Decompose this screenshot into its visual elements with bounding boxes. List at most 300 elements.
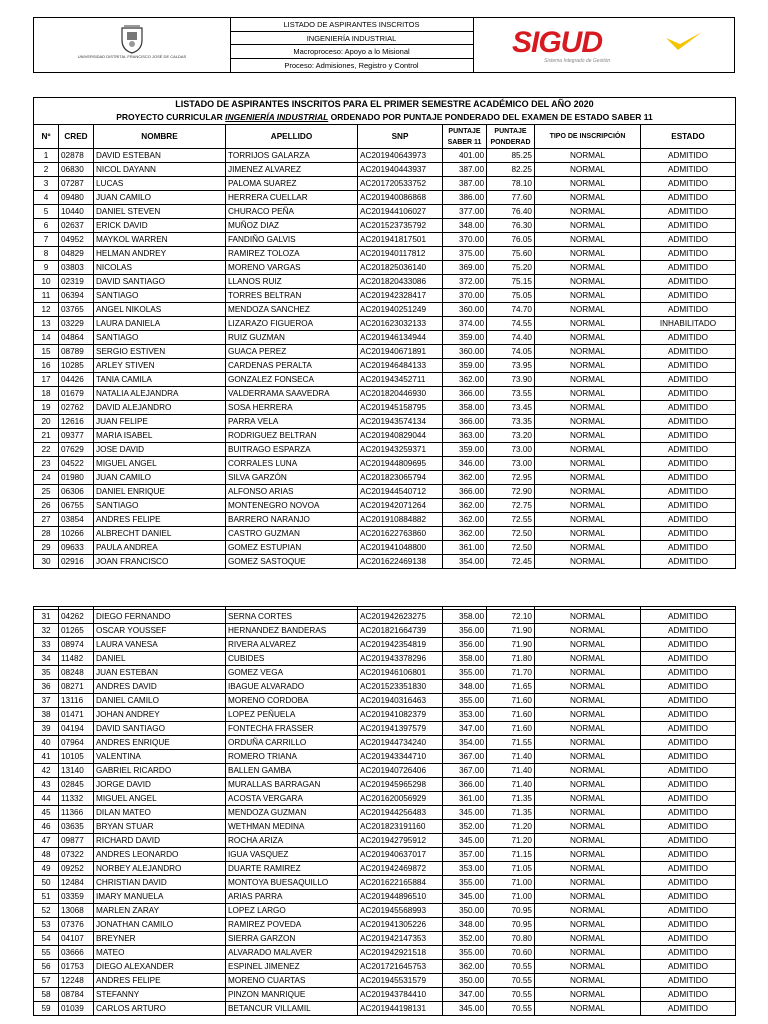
table-cell: 359.00 (443, 359, 487, 373)
table-cell: 18 (34, 387, 59, 401)
table-cell: CUBIDES (226, 652, 358, 666)
table-cell: 355.00 (443, 694, 487, 708)
table-cell: AC201942795912 (358, 834, 443, 848)
col-header: CRED (59, 125, 94, 149)
table-cell: 352.00 (443, 820, 487, 834)
table-cell: ADMITIDO (641, 666, 736, 680)
table-cell: 11482 (59, 652, 94, 666)
table-cell: MUÑOZ DIAZ (226, 219, 358, 233)
table-cell: 74.55 (487, 317, 535, 331)
table-row (34, 820, 736, 834)
table-cell: 367.00 (443, 750, 487, 764)
table-cell: 71.90 (487, 624, 535, 638)
table-cell: TORRIJOS GALARZA (226, 149, 358, 163)
table-cell: AC201941048800 (358, 541, 443, 555)
header-line-2: INGENIERÍA INDUSTRIAL (230, 32, 473, 46)
table-cell: 361.00 (443, 541, 487, 555)
table-row (34, 750, 736, 764)
table-cell: NORMAL (535, 736, 641, 750)
table-cell: 71.35 (487, 792, 535, 806)
table-cell: JUAN CAMILO (94, 471, 226, 485)
table-cell: AC201821664739 (358, 624, 443, 638)
table-cell: NICOLAS (94, 261, 226, 275)
table-cell: ADMITIDO (641, 610, 736, 624)
table-cell: 350.00 (443, 904, 487, 918)
table-cell: 49 (34, 862, 59, 876)
table-cell: AC201720533752 (358, 177, 443, 191)
table-cell: AC201941817501 (358, 233, 443, 247)
table-cell: 75.05 (487, 289, 535, 303)
table-cell: NORMAL (535, 289, 641, 303)
table-row (34, 177, 736, 191)
table-cell: 70.95 (487, 918, 535, 932)
table-row (34, 541, 736, 555)
table-cell: 03803 (59, 261, 94, 275)
table-cell: 13116 (59, 694, 94, 708)
table-cell: 8 (34, 247, 59, 261)
table-cell: NORMAL (535, 149, 641, 163)
table-cell: 74.40 (487, 331, 535, 345)
table-cell: MIGUEL ANGEL (94, 457, 226, 471)
table-cell: AC201623032133 (358, 317, 443, 331)
table-cell: NORMAL (535, 555, 641, 569)
table-cell: WETHMAN MEDINA (226, 820, 358, 834)
table-cell: NORMAL (535, 219, 641, 233)
table-cell: ADMITIDO (641, 457, 736, 471)
table-cell: 52 (34, 904, 59, 918)
table-cell: AC201940251249 (358, 303, 443, 317)
table-cell: 358.00 (443, 652, 487, 666)
table-cell: 72.95 (487, 471, 535, 485)
table-cell: MAYKOL WARREN (94, 233, 226, 247)
table-cell: NORMAL (535, 918, 641, 932)
table-cell: ADMITIDO (641, 960, 736, 974)
table-cell: LAURA DANIELA (94, 317, 226, 331)
table-cell: BETANCUR VILLAMIL (226, 1002, 358, 1016)
table-cell: NORMAL (535, 443, 641, 457)
table-cell: INHABILITADO (641, 317, 736, 331)
table-cell: AC201942071264 (358, 499, 443, 513)
table-cell: DUARTE RAMIREZ (226, 862, 358, 876)
table-cell: 11366 (59, 806, 94, 820)
table-cell: 362.00 (443, 960, 487, 974)
table-cell: AC201946106801 (358, 666, 443, 680)
table-cell: RAMIREZ POVEDA (226, 918, 358, 932)
table-cell: 78.10 (487, 177, 535, 191)
university-logo (34, 18, 231, 72)
table-cell: DAVID SANTIAGO (94, 722, 226, 736)
table-cell: MARLEN ZARAY (94, 904, 226, 918)
table-cell: NORMAL (535, 820, 641, 834)
table-cell: IBAGUE ALVARADO (226, 680, 358, 694)
header-line-4: Proceso: Admisiones, Registro y Control (284, 60, 419, 70)
table-cell: 70.80 (487, 932, 535, 946)
table-cell: 47 (34, 834, 59, 848)
table-cell: NICOL DAYANN (94, 163, 226, 177)
table-cell: 10285 (59, 359, 94, 373)
table-cell: 372.00 (443, 275, 487, 289)
table-title: LISTADO DE ASPIRANTES INSCRITOS PARA EL PRIMER SEMESTRE ACADÉMICO DEL AÑO 2020 (34, 98, 736, 112)
table-cell: 82.25 (487, 163, 535, 177)
table-cell: 08789 (59, 345, 94, 359)
table-cell: AC201942921518 (358, 946, 443, 960)
table-cell: 02878 (59, 149, 94, 163)
table-cell: NORMAL (535, 457, 641, 471)
table-cell: 362.00 (443, 471, 487, 485)
table-cell: NORMAL (535, 247, 641, 261)
table-cell: CHRISTIAN DAVID (94, 876, 226, 890)
document-header (33, 17, 735, 73)
table-cell: DILAN MATEO (94, 806, 226, 820)
table-cell: 362.00 (443, 513, 487, 527)
table-cell: CASTRO GUZMAN (226, 527, 358, 541)
table-row (34, 443, 736, 457)
table-cell: 358.00 (443, 401, 487, 415)
table-cell: 370.00 (443, 289, 487, 303)
check-icon (664, 30, 704, 54)
table-cell: SANTIAGO (94, 289, 226, 303)
table-cell: CORRALES LUNA (226, 457, 358, 471)
table-cell: 32 (34, 624, 59, 638)
table-cell: ADMITIDO (641, 205, 736, 219)
table-cell: 369.00 (443, 261, 487, 275)
table-cell: AC201940086868 (358, 191, 443, 205)
table-cell: 36 (34, 680, 59, 694)
table-cell: 01980 (59, 471, 94, 485)
table-cell: 07322 (59, 848, 94, 862)
table-cell: AC201945158795 (358, 401, 443, 415)
table-cell: AC201940443937 (358, 163, 443, 177)
table-cell: 56 (34, 960, 59, 974)
table-cell: 1 (34, 149, 59, 163)
table-cell: NORMAL (535, 792, 641, 806)
table-row (34, 806, 736, 820)
table-cell: 21 (34, 429, 59, 443)
table-cell: 37 (34, 694, 59, 708)
table-cell: 01265 (59, 624, 94, 638)
table-cell: ADMITIDO (641, 890, 736, 904)
table-cell: NORMAL (535, 988, 641, 1002)
subtitle-prefix: PROYECTO CURRICULAR (116, 112, 226, 122)
table-cell: 366.00 (443, 415, 487, 429)
table-cell: DANIEL (94, 652, 226, 666)
table-cell: DAVID SANTIAGO (94, 275, 226, 289)
table-cell: 359.00 (443, 443, 487, 457)
table-cell: AC201910884882 (358, 513, 443, 527)
table-cell: AC201721645753 (358, 960, 443, 974)
table-cell: 55 (34, 946, 59, 960)
table-cell: PINZON MANRIQUE (226, 988, 358, 1002)
table-cell: 20 (34, 415, 59, 429)
table-row (34, 513, 736, 527)
table-cell: LOPEZ PEÑUELA (226, 708, 358, 722)
table-cell: AC201943452711 (358, 373, 443, 387)
table-row (34, 988, 736, 1002)
table-cell: 22 (34, 443, 59, 457)
table-cell: NORMAL (535, 513, 641, 527)
table-cell: 366.00 (443, 778, 487, 792)
table-cell: AC201820433086 (358, 275, 443, 289)
table-cell: 5 (34, 205, 59, 219)
table-cell: NORMAL (535, 666, 641, 680)
table-cell: NORMAL (535, 485, 641, 499)
table-cell: ADMITIDO (641, 345, 736, 359)
table-cell: AC201945965298 (358, 778, 443, 792)
table-cell: 71.00 (487, 876, 535, 890)
table-cell: JONATHAN CAMILO (94, 918, 226, 932)
table-cell: CHURACO PEÑA (226, 205, 358, 219)
table-row (34, 499, 736, 513)
table-cell: SOSA HERRERA (226, 401, 358, 415)
table-row (34, 974, 736, 988)
col-header: SNP (358, 125, 443, 149)
table-cell: NORMAL (535, 205, 641, 219)
table-cell: DAVID ESTEBAN (94, 149, 226, 163)
table-row (34, 946, 736, 960)
table-cell: 72.10 (487, 610, 535, 624)
table-cell: FANDIÑO GALVIS (226, 233, 358, 247)
table-cell: ALBRECHT DANIEL (94, 527, 226, 541)
table-cell: DANIEL CAMILO (94, 694, 226, 708)
table-row (34, 652, 736, 666)
table-cell: NORMAL (535, 722, 641, 736)
table-cell: AC201945531579 (358, 974, 443, 988)
table-cell: OSCAR YOUSSEF (94, 624, 226, 638)
table-row (34, 834, 736, 848)
table-row (34, 149, 736, 163)
table-cell: 10440 (59, 205, 94, 219)
table-subtitle-row (34, 111, 736, 125)
table-cell: ARIAS PARRA (226, 890, 358, 904)
table-cell: 4 (34, 191, 59, 205)
table-cell: ADMITIDO (641, 974, 736, 988)
table-cell: ALFONSO ARIAS (226, 485, 358, 499)
col-header: APELLIDO (226, 125, 358, 149)
table-cell: AC201940671891 (358, 345, 443, 359)
table-cell: 70.60 (487, 946, 535, 960)
table-cell: 12248 (59, 974, 94, 988)
sigud-logo (474, 18, 736, 72)
table-cell: 41 (34, 750, 59, 764)
table-cell: 07376 (59, 918, 94, 932)
table-cell: 370.00 (443, 233, 487, 247)
table-cell: 350.00 (443, 974, 487, 988)
table-cell: 73.00 (487, 457, 535, 471)
table-cell: 361.00 (443, 792, 487, 806)
table-cell: IGUA VASQUEZ (226, 848, 358, 862)
table-cell: 50 (34, 876, 59, 890)
table-cell: MENDOZA SANCHEZ (226, 303, 358, 317)
table-cell: NORMAL (535, 750, 641, 764)
table-cell: AC201942354819 (358, 638, 443, 652)
table-cell: 73.00 (487, 443, 535, 457)
table-row (34, 1002, 736, 1016)
table-cell: 75.60 (487, 247, 535, 261)
table-cell: 13140 (59, 764, 94, 778)
table-cell: ANDRES FELIPE (94, 974, 226, 988)
table-cell: 08974 (59, 638, 94, 652)
table-cell: 70.55 (487, 974, 535, 988)
table-cell: 02319 (59, 275, 94, 289)
table-cell: 355.00 (443, 946, 487, 960)
table-cell: 12 (34, 303, 59, 317)
table-row (34, 261, 736, 275)
table-cell: 04952 (59, 233, 94, 247)
table-cell: 72.50 (487, 527, 535, 541)
table-cell: 16 (34, 359, 59, 373)
table-cell: BRYAN STUAR (94, 820, 226, 834)
table-cell: 03635 (59, 820, 94, 834)
table-cell: 25 (34, 485, 59, 499)
table-cell: LOPEZ LARGO (226, 904, 358, 918)
table-cell: 360.00 (443, 303, 487, 317)
table-row (34, 247, 736, 261)
table-cell: AC201823065794 (358, 471, 443, 485)
table-cell: NORMAL (535, 694, 641, 708)
table-cell: NORMAL (535, 680, 641, 694)
table-cell: 387.00 (443, 177, 487, 191)
table-cell: 71.65 (487, 680, 535, 694)
table-cell: NORMAL (535, 610, 641, 624)
table-row (34, 429, 736, 443)
table-cell: TANIA CAMILA (94, 373, 226, 387)
table-cell: 70.95 (487, 904, 535, 918)
table-row (34, 527, 736, 541)
table-row (34, 205, 736, 219)
table-cell: 71.90 (487, 638, 535, 652)
table-cell: NORMAL (535, 527, 641, 541)
table-cell: NORMAL (535, 499, 641, 513)
table-cell: 03765 (59, 303, 94, 317)
table-cell: ESPINEL JIMENEZ (226, 960, 358, 974)
table-cell: 71.60 (487, 694, 535, 708)
subtitle-suffix: ORDENADO POR PUNTAJE PONDERADO DEL EXAMEN DE ESTADO SABER 11 (328, 112, 653, 122)
table-row (34, 876, 736, 890)
table-cell: AC201940637017 (358, 848, 443, 862)
table-cell: 73.35 (487, 415, 535, 429)
table-cell: 45 (34, 806, 59, 820)
table-cell: GABRIEL RICARDO (94, 764, 226, 778)
table-cell: AC201945568993 (358, 904, 443, 918)
table-cell: 08784 (59, 988, 94, 1002)
col-header: PUNTAJE PONDERAD (487, 125, 535, 149)
table-cell: 39 (34, 722, 59, 736)
table-row (34, 191, 736, 205)
table-cell: 09252 (59, 862, 94, 876)
table-cell: AC201944809695 (358, 457, 443, 471)
table-row (34, 331, 736, 345)
table-cell: NORMAL (535, 932, 641, 946)
table-cell: SANTIAGO (94, 499, 226, 513)
table-cell: AC201943784410 (358, 988, 443, 1002)
table-cell: GUACA PEREZ (226, 345, 358, 359)
table-cell: 362.00 (443, 527, 487, 541)
table-cell: ADMITIDO (641, 303, 736, 317)
table-cell: ARLEY STIVEN (94, 359, 226, 373)
table-cell: ADMITIDO (641, 191, 736, 205)
table-cell: 03854 (59, 513, 94, 527)
table-cell: 374.00 (443, 317, 487, 331)
table-row (34, 792, 736, 806)
table-cell: NORMAL (535, 345, 641, 359)
table-cell: ADMITIDO (641, 359, 736, 373)
col-header: ESTADO (641, 125, 736, 149)
table-cell: ADMITIDO (641, 722, 736, 736)
table-cell: JOAN FRANCISCO (94, 555, 226, 569)
table-cell: 7 (34, 233, 59, 247)
table-cell: 70.55 (487, 988, 535, 1002)
table-cell: 43 (34, 778, 59, 792)
table-cell: 11332 (59, 792, 94, 806)
university-name: UNIVERSIDAD DISTRITAL FRANCISCO JOSÉ DE CALDAS (77, 54, 187, 59)
table-cell: RAMIREZ TOLOZA (226, 247, 358, 261)
subtitle-program: INGENIERÍA INDUSTRIAL (225, 112, 329, 122)
table-cell: ADMITIDO (641, 988, 736, 1002)
table-cell: ANDRES FELIPE (94, 513, 226, 527)
table-cell: 347.00 (443, 722, 487, 736)
table-cell: ADMITIDO (641, 429, 736, 443)
table-cell: NORMAL (535, 163, 641, 177)
table-cell: 33 (34, 638, 59, 652)
table-cell: 38 (34, 708, 59, 722)
table-cell: NORMAL (535, 624, 641, 638)
table-cell: NORMAL (535, 275, 641, 289)
table-cell: AC201523351830 (358, 680, 443, 694)
table-cell: ADMITIDO (641, 652, 736, 666)
table-cell: 377.00 (443, 205, 487, 219)
table-cell: NORMAL (535, 806, 641, 820)
table-row (34, 471, 736, 485)
table-cell: AC201523735792 (358, 219, 443, 233)
table-cell: 70.55 (487, 1002, 535, 1016)
table-cell: ADMITIDO (641, 373, 736, 387)
table-cell: MARIA ISABEL (94, 429, 226, 443)
table-cell: DANIEL ENRIQUE (94, 485, 226, 499)
table-cell: 362.00 (443, 373, 487, 387)
table-cell: NORMAL (535, 261, 641, 275)
table-cell: 17 (34, 373, 59, 387)
table-cell: NORMAL (535, 303, 641, 317)
table-cell: 23 (34, 457, 59, 471)
table-row (34, 610, 736, 624)
col-header: PUNTAJE SABER 11 (443, 125, 487, 149)
table-cell: AC201944106027 (358, 205, 443, 219)
table-row (34, 457, 736, 471)
table-cell: AC201943378296 (358, 652, 443, 666)
table-cell: MENDOZA GUZMAN (226, 806, 358, 820)
table-cell: 74.70 (487, 303, 535, 317)
table-cell: NORMAL (535, 946, 641, 960)
table-cell: 345.00 (443, 1002, 487, 1016)
table-row (34, 401, 736, 415)
table-cell: NATALIA ALEJANDRA (94, 387, 226, 401)
header-line-1: LISTADO DE ASPIRANTES INSCRITOS (230, 18, 473, 32)
table-cell: NORMAL (535, 191, 641, 205)
table-row (34, 694, 736, 708)
table-cell: ADMITIDO (641, 219, 736, 233)
table-cell: AC201942623275 (358, 610, 443, 624)
table-cell: 70.55 (487, 960, 535, 974)
table-cell: SIERRA GARZON (226, 932, 358, 946)
table-cell: 363.00 (443, 429, 487, 443)
table-cell: 353.00 (443, 862, 487, 876)
table-cell: ROMERO TRIANA (226, 750, 358, 764)
table-cell: 27 (34, 513, 59, 527)
table-cell: MONTENEGRO NOVOA (226, 499, 358, 513)
table-cell: 71.60 (487, 708, 535, 722)
table-cell: 04194 (59, 722, 94, 736)
table-cell: VALENTINA (94, 750, 226, 764)
